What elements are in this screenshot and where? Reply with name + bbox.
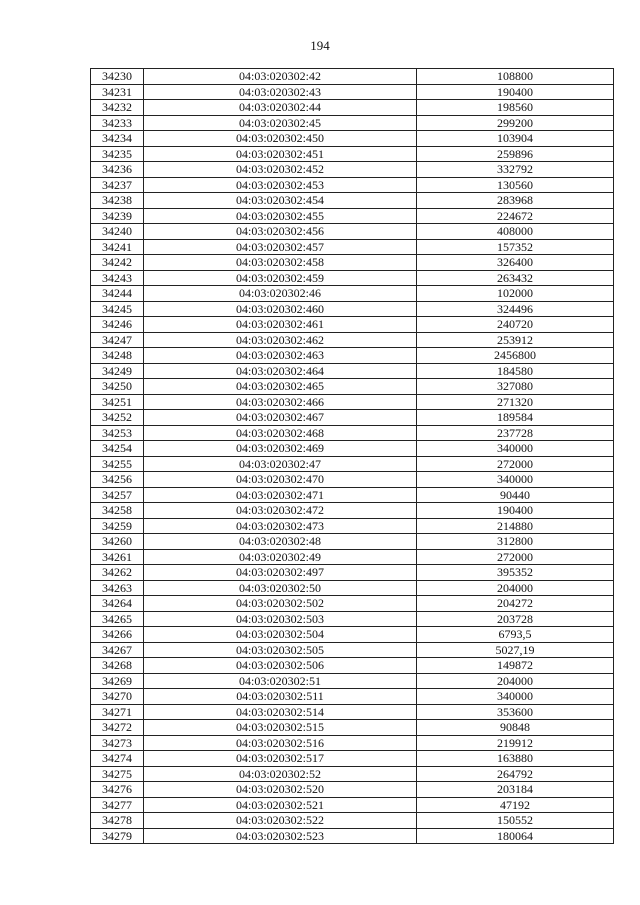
cadastral-number-cell: 04:03:020302:502 bbox=[144, 596, 417, 612]
row-number-cell: 34270 bbox=[91, 689, 144, 705]
value-cell: 408000 bbox=[417, 224, 614, 240]
row-number-cell: 34278 bbox=[91, 813, 144, 829]
table-row bbox=[91, 162, 614, 178]
cadastral-number-cell: 04:03:020302:521 bbox=[144, 797, 417, 813]
value-cell: 149872 bbox=[417, 658, 614, 674]
value-cell: 203728 bbox=[417, 611, 614, 627]
cadastral-number-cell: 04:03:020302:456 bbox=[144, 224, 417, 240]
table-row bbox=[91, 115, 614, 131]
row-number-cell: 34234 bbox=[91, 131, 144, 147]
cadastral-number-cell: 04:03:020302:47 bbox=[144, 456, 417, 472]
table-row bbox=[91, 518, 614, 534]
value-cell: 130560 bbox=[417, 177, 614, 193]
table-row bbox=[91, 689, 614, 705]
value-cell: 150552 bbox=[417, 813, 614, 829]
row-number-cell: 34251 bbox=[91, 394, 144, 410]
table-row bbox=[91, 828, 614, 844]
row-number-cell: 34247 bbox=[91, 332, 144, 348]
value-cell: 203184 bbox=[417, 782, 614, 798]
table-row bbox=[91, 441, 614, 457]
row-number-cell: 34259 bbox=[91, 518, 144, 534]
table-row bbox=[91, 69, 614, 85]
row-number-cell: 34244 bbox=[91, 286, 144, 302]
value-cell: 326400 bbox=[417, 255, 614, 271]
page-number: 194 bbox=[310, 38, 330, 53]
cadastral-number-cell: 04:03:020302:472 bbox=[144, 503, 417, 519]
table-row bbox=[91, 642, 614, 658]
cadastral-number-cell: 04:03:020302:497 bbox=[144, 565, 417, 581]
row-number-cell: 34254 bbox=[91, 441, 144, 457]
row-number-cell: 34249 bbox=[91, 363, 144, 379]
table-row bbox=[91, 177, 614, 193]
row-number-cell: 34264 bbox=[91, 596, 144, 612]
cadastral-number-cell: 04:03:020302:461 bbox=[144, 317, 417, 333]
value-cell: 47192 bbox=[417, 797, 614, 813]
table-row bbox=[91, 255, 614, 271]
table-row bbox=[91, 797, 614, 813]
row-number-cell: 34240 bbox=[91, 224, 144, 240]
row-number-cell: 34267 bbox=[91, 642, 144, 658]
row-number-cell: 34276 bbox=[91, 782, 144, 798]
table-row bbox=[91, 735, 614, 751]
cadastral-number-cell: 04:03:020302:453 bbox=[144, 177, 417, 193]
cadastral-number-cell: 04:03:020302:51 bbox=[144, 673, 417, 689]
value-cell: 204272 bbox=[417, 596, 614, 612]
row-number-cell: 34272 bbox=[91, 720, 144, 736]
value-cell: 259896 bbox=[417, 146, 614, 162]
cadastral-number-cell: 04:03:020302:467 bbox=[144, 410, 417, 426]
table-row bbox=[91, 627, 614, 643]
table-row bbox=[91, 84, 614, 100]
row-number-cell: 34236 bbox=[91, 162, 144, 178]
row-number-cell: 34257 bbox=[91, 487, 144, 503]
cadastral-number-cell: 04:03:020302:473 bbox=[144, 518, 417, 534]
row-number-cell: 34243 bbox=[91, 270, 144, 286]
table-row bbox=[91, 673, 614, 689]
table-row bbox=[91, 534, 614, 550]
cadastral-number-cell: 04:03:020302:454 bbox=[144, 193, 417, 209]
cadastral-number-cell: 04:03:020302:520 bbox=[144, 782, 417, 798]
table-row bbox=[91, 580, 614, 596]
cadastral-number-cell: 04:03:020302:450 bbox=[144, 131, 417, 147]
row-number-cell: 34279 bbox=[91, 828, 144, 844]
value-cell: 332792 bbox=[417, 162, 614, 178]
table-row bbox=[91, 751, 614, 767]
value-cell: 340000 bbox=[417, 472, 614, 488]
cadastral-number-cell: 04:03:020302:462 bbox=[144, 332, 417, 348]
cadastral-number-cell: 04:03:020302:514 bbox=[144, 704, 417, 720]
row-number-cell: 34241 bbox=[91, 239, 144, 255]
row-number-cell: 34237 bbox=[91, 177, 144, 193]
cadastral-number-cell: 04:03:020302:43 bbox=[144, 84, 417, 100]
row-number-cell: 34242 bbox=[91, 255, 144, 271]
value-cell: 204000 bbox=[417, 673, 614, 689]
value-cell: 272000 bbox=[417, 549, 614, 565]
value-cell: 253912 bbox=[417, 332, 614, 348]
table-row bbox=[91, 363, 614, 379]
cadastral-number-cell: 04:03:020302:516 bbox=[144, 735, 417, 751]
cadastral-number-cell: 04:03:020302:42 bbox=[144, 69, 417, 85]
records-table-body bbox=[91, 69, 614, 844]
value-cell: 90848 bbox=[417, 720, 614, 736]
cadastral-number-cell: 04:03:020302:515 bbox=[144, 720, 417, 736]
cadastral-number-cell: 04:03:020302:50 bbox=[144, 580, 417, 596]
value-cell: 157352 bbox=[417, 239, 614, 255]
row-number-cell: 34268 bbox=[91, 658, 144, 674]
row-number-cell: 34261 bbox=[91, 549, 144, 565]
value-cell: 264792 bbox=[417, 766, 614, 782]
value-cell: 198560 bbox=[417, 100, 614, 116]
table-row bbox=[91, 720, 614, 736]
cadastral-number-cell: 04:03:020302:503 bbox=[144, 611, 417, 627]
cadastral-number-cell: 04:03:020302:459 bbox=[144, 270, 417, 286]
row-number-cell: 34245 bbox=[91, 301, 144, 317]
cadastral-number-cell: 04:03:020302:457 bbox=[144, 239, 417, 255]
cadastral-number-cell: 04:03:020302:465 bbox=[144, 379, 417, 395]
value-cell: 353600 bbox=[417, 704, 614, 720]
value-cell: 103904 bbox=[417, 131, 614, 147]
row-number-cell: 34260 bbox=[91, 534, 144, 550]
table-row bbox=[91, 782, 614, 798]
row-number-cell: 34266 bbox=[91, 627, 144, 643]
cadastral-number-cell: 04:03:020302:523 bbox=[144, 828, 417, 844]
table-row bbox=[91, 813, 614, 829]
value-cell: 108800 bbox=[417, 69, 614, 85]
value-cell: 190400 bbox=[417, 503, 614, 519]
row-number-cell: 34230 bbox=[91, 69, 144, 85]
cadastral-number-cell: 04:03:020302:458 bbox=[144, 255, 417, 271]
row-number-cell: 34262 bbox=[91, 565, 144, 581]
table-row bbox=[91, 301, 614, 317]
table-row bbox=[91, 131, 614, 147]
value-cell: 2456800 bbox=[417, 348, 614, 364]
table-row bbox=[91, 425, 614, 441]
table-row bbox=[91, 317, 614, 333]
row-number-cell: 34255 bbox=[91, 456, 144, 472]
table-row bbox=[91, 146, 614, 162]
row-number-cell: 34256 bbox=[91, 472, 144, 488]
cadastral-number-cell: 04:03:020302:46 bbox=[144, 286, 417, 302]
row-number-cell: 34275 bbox=[91, 766, 144, 782]
row-number-cell: 34273 bbox=[91, 735, 144, 751]
table-row bbox=[91, 193, 614, 209]
cadastral-number-cell: 04:03:020302:460 bbox=[144, 301, 417, 317]
row-number-cell: 34238 bbox=[91, 193, 144, 209]
cadastral-number-cell: 04:03:020302:44 bbox=[144, 100, 417, 116]
cadastral-number-cell: 04:03:020302:49 bbox=[144, 549, 417, 565]
cadastral-number-cell: 04:03:020302:466 bbox=[144, 394, 417, 410]
value-cell: 219912 bbox=[417, 735, 614, 751]
table-row bbox=[91, 456, 614, 472]
table-row bbox=[91, 503, 614, 519]
table-row bbox=[91, 658, 614, 674]
table-row bbox=[91, 348, 614, 364]
row-number-cell: 34231 bbox=[91, 84, 144, 100]
cadastral-number-cell: 04:03:020302:468 bbox=[144, 425, 417, 441]
cadastral-number-cell: 04:03:020302:471 bbox=[144, 487, 417, 503]
table-row bbox=[91, 286, 614, 302]
table-row bbox=[91, 224, 614, 240]
table-row bbox=[91, 332, 614, 348]
cadastral-number-cell: 04:03:020302:469 bbox=[144, 441, 417, 457]
table-row bbox=[91, 270, 614, 286]
value-cell: 272000 bbox=[417, 456, 614, 472]
row-number-cell: 34232 bbox=[91, 100, 144, 116]
cadastral-number-cell: 04:03:020302:517 bbox=[144, 751, 417, 767]
cadastral-number-cell: 04:03:020302:470 bbox=[144, 472, 417, 488]
value-cell: 184580 bbox=[417, 363, 614, 379]
row-number-cell: 34263 bbox=[91, 580, 144, 596]
value-cell: 240720 bbox=[417, 317, 614, 333]
cadastral-number-cell: 04:03:020302:505 bbox=[144, 642, 417, 658]
row-number-cell: 34246 bbox=[91, 317, 144, 333]
table-row bbox=[91, 596, 614, 612]
value-cell: 327080 bbox=[417, 379, 614, 395]
cadastral-number-cell: 04:03:020302:511 bbox=[144, 689, 417, 705]
value-cell: 271320 bbox=[417, 394, 614, 410]
row-number-cell: 34235 bbox=[91, 146, 144, 162]
table-row bbox=[91, 565, 614, 581]
table-row bbox=[91, 379, 614, 395]
row-number-cell: 34258 bbox=[91, 503, 144, 519]
value-cell: 190400 bbox=[417, 84, 614, 100]
value-cell: 5027,19 bbox=[417, 642, 614, 658]
value-cell: 90440 bbox=[417, 487, 614, 503]
value-cell: 312800 bbox=[417, 534, 614, 550]
records-table bbox=[90, 68, 614, 844]
cadastral-number-cell: 04:03:020302:452 bbox=[144, 162, 417, 178]
value-cell: 237728 bbox=[417, 425, 614, 441]
table-row bbox=[91, 239, 614, 255]
cadastral-number-cell: 04:03:020302:52 bbox=[144, 766, 417, 782]
value-cell: 189584 bbox=[417, 410, 614, 426]
table-row bbox=[91, 208, 614, 224]
table-row bbox=[91, 100, 614, 116]
table-row bbox=[91, 472, 614, 488]
value-cell: 263432 bbox=[417, 270, 614, 286]
cadastral-number-cell: 04:03:020302:45 bbox=[144, 115, 417, 131]
value-cell: 324496 bbox=[417, 301, 614, 317]
cadastral-number-cell: 04:03:020302:506 bbox=[144, 658, 417, 674]
cadastral-number-cell: 04:03:020302:451 bbox=[144, 146, 417, 162]
row-number-cell: 34265 bbox=[91, 611, 144, 627]
value-cell: 102000 bbox=[417, 286, 614, 302]
row-number-cell: 34248 bbox=[91, 348, 144, 364]
value-cell: 163880 bbox=[417, 751, 614, 767]
value-cell: 283968 bbox=[417, 193, 614, 209]
cadastral-number-cell: 04:03:020302:504 bbox=[144, 627, 417, 643]
cadastral-number-cell: 04:03:020302:464 bbox=[144, 363, 417, 379]
row-number-cell: 34233 bbox=[91, 115, 144, 131]
row-number-cell: 34250 bbox=[91, 379, 144, 395]
value-cell: 204000 bbox=[417, 580, 614, 596]
row-number-cell: 34271 bbox=[91, 704, 144, 720]
cadastral-number-cell: 04:03:020302:48 bbox=[144, 534, 417, 550]
cadastral-number-cell: 04:03:020302:455 bbox=[144, 208, 417, 224]
value-cell: 6793,5 bbox=[417, 627, 614, 643]
value-cell: 224672 bbox=[417, 208, 614, 224]
table-row bbox=[91, 766, 614, 782]
table-row bbox=[91, 394, 614, 410]
table-row bbox=[91, 549, 614, 565]
cadastral-number-cell: 04:03:020302:463 bbox=[144, 348, 417, 364]
row-number-cell: 34274 bbox=[91, 751, 144, 767]
cadastral-number-cell: 04:03:020302:522 bbox=[144, 813, 417, 829]
table-row bbox=[91, 487, 614, 503]
row-number-cell: 34252 bbox=[91, 410, 144, 426]
row-number-cell: 34277 bbox=[91, 797, 144, 813]
table-row bbox=[91, 704, 614, 720]
value-cell: 180064 bbox=[417, 828, 614, 844]
value-cell: 214880 bbox=[417, 518, 614, 534]
value-cell: 299200 bbox=[417, 115, 614, 131]
table-row bbox=[91, 611, 614, 627]
row-number-cell: 34269 bbox=[91, 673, 144, 689]
row-number-cell: 34253 bbox=[91, 425, 144, 441]
row-number-cell: 34239 bbox=[91, 208, 144, 224]
value-cell: 395352 bbox=[417, 565, 614, 581]
value-cell: 340000 bbox=[417, 441, 614, 457]
table-row bbox=[91, 410, 614, 426]
value-cell: 340000 bbox=[417, 689, 614, 705]
